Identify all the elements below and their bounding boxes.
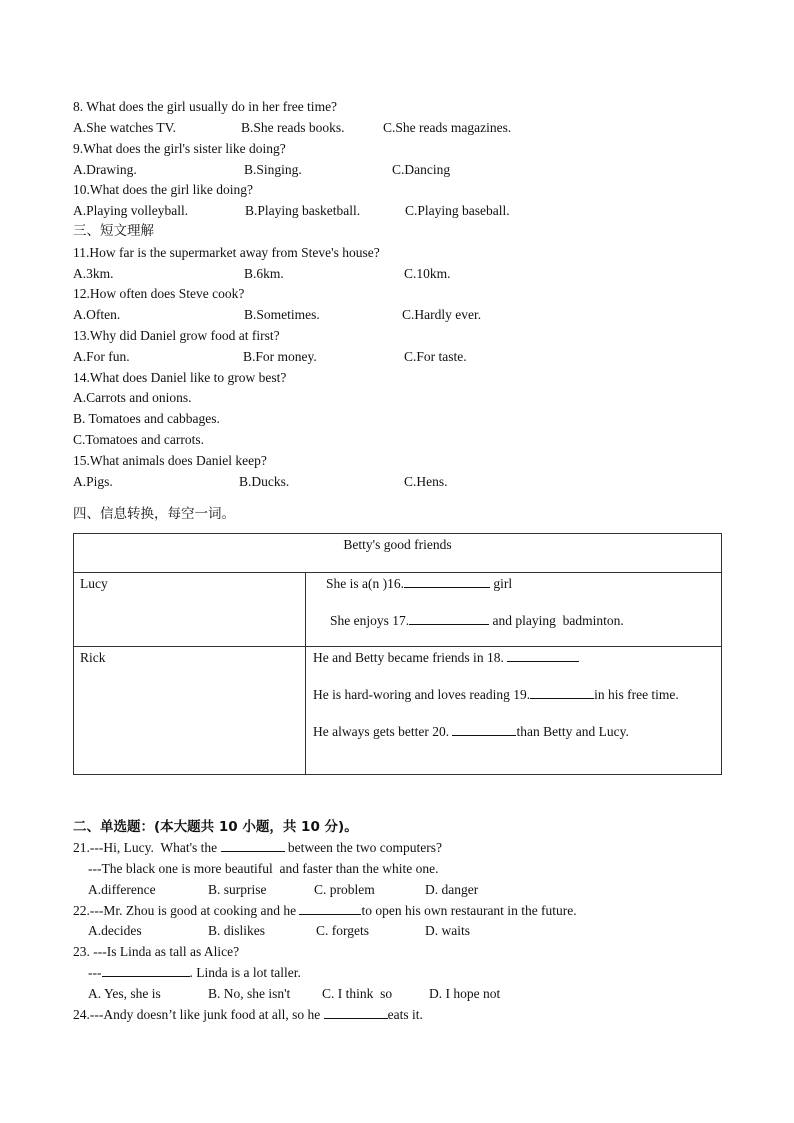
option: B. surprise: [208, 882, 267, 897]
text: in his free time.: [594, 687, 679, 702]
text: He is hard-woring and loves reading 19.: [313, 687, 531, 702]
option: A.Drawing.: [73, 162, 137, 177]
option: B.Singing.: [244, 162, 302, 177]
question-8: 8. What does the girl usually do in her free time?: [73, 99, 338, 114]
text: 21.---Hi, Lucy. What's the: [73, 840, 221, 855]
question-14: 14.What does Daniel like to grow best?: [73, 370, 287, 385]
option: C.Tomatoes and carrots.: [73, 432, 205, 447]
option: B.Sometimes.: [244, 307, 320, 322]
text: to open his own restaurant in the future.: [361, 903, 577, 918]
option: B.Ducks.: [239, 474, 290, 489]
text: girl: [490, 576, 513, 591]
option: A.decides: [88, 923, 142, 938]
option: C.Hens.: [404, 474, 448, 489]
table-row-name: [74, 647, 306, 775]
table-line: [313, 723, 691, 741]
question-9: 9.What does the girl's sister like doing?: [73, 141, 286, 156]
table-title-text: Betty's good friends: [343, 537, 452, 552]
question-24: [73, 1006, 423, 1024]
text: He always gets better 20.: [313, 724, 453, 739]
text: than Betty and Lucy.: [516, 724, 629, 739]
question-15: 15.What animals does Daniel keep?: [73, 453, 267, 468]
question-12: 12.How often does Steve cook?: [73, 286, 245, 301]
text: . Linda is a lot taller.: [189, 965, 301, 980]
text: between the two computers?: [284, 840, 442, 855]
text: ---: [88, 965, 102, 980]
option: C.For taste.: [404, 349, 467, 364]
table-row-name: [74, 573, 306, 647]
reply-23: [88, 964, 301, 982]
text: She is a(n )16.: [326, 576, 404, 591]
table-row-content: [306, 647, 722, 775]
option: A.She watches TV.: [73, 120, 176, 135]
text: eats it.: [387, 1007, 423, 1022]
table-title: [74, 534, 722, 573]
name-rick: Rick: [80, 650, 106, 665]
name-lucy: Lucy: [80, 576, 108, 591]
blank-19[interactable]: [530, 686, 594, 699]
question-10: 10.What does the girl like doing?: [73, 182, 253, 197]
option: A.For fun.: [73, 349, 130, 364]
option: A.Often.: [73, 307, 121, 322]
blank-23[interactable]: [102, 964, 190, 977]
option: C.Playing baseball.: [405, 203, 510, 218]
blank-18[interactable]: [507, 649, 579, 662]
reply-21: ---The black one is more beautiful and faster than the white one.: [88, 861, 439, 876]
info-table: [73, 533, 722, 775]
option: D. waits: [425, 923, 470, 938]
text: 24.---Andy doesn’t like junk food at all, so he: [73, 1007, 324, 1022]
option: A.Pigs.: [73, 474, 113, 489]
question-22: [73, 902, 577, 920]
question-23: 23. ---Is Linda as tall as Alice?: [73, 944, 240, 959]
table-line: [313, 686, 691, 704]
option: B.She reads books.: [241, 120, 345, 135]
section-4-heading: 四、信息转换，每空一词。: [73, 506, 235, 522]
option: C.Dancing: [392, 162, 451, 177]
option: B.For money.: [243, 349, 317, 364]
option: B. Tomatoes and cabbages.: [73, 411, 220, 426]
table-row-content: [306, 573, 722, 647]
option: C.10km.: [404, 266, 451, 281]
option: A.3km.: [73, 266, 114, 281]
text: 22.---Mr. Zhou is good at cooking and he: [73, 903, 300, 918]
option: C. forgets: [316, 923, 369, 938]
blank-21[interactable]: [221, 839, 285, 852]
blank-17[interactable]: [409, 612, 489, 625]
table-line: [326, 612, 713, 630]
option: D. I hope not: [429, 986, 501, 1001]
option: C. problem: [314, 882, 375, 897]
blank-16[interactable]: [404, 575, 490, 588]
option: A. Yes, she is: [88, 986, 161, 1001]
option: C.She reads magazines.: [383, 120, 512, 135]
blank-24[interactable]: [324, 1006, 388, 1019]
option: B. No, she isn't: [208, 986, 291, 1001]
option: C. I think so: [322, 986, 393, 1001]
question-21: [73, 839, 442, 857]
blank-20[interactable]: [452, 723, 516, 736]
question-13: 13.Why did Daniel grow food at first?: [73, 328, 280, 343]
question-11: 11.How far is the supermarket away from Steve's house?: [73, 245, 380, 260]
section-3-heading: 三、短文理解: [73, 223, 154, 239]
option: A.difference: [88, 882, 156, 897]
blank-22[interactable]: [299, 902, 361, 915]
option: C.Hardly ever.: [402, 307, 482, 322]
option: A.Playing volleyball.: [73, 203, 189, 218]
option: B.6km.: [244, 266, 284, 281]
text: She enjoys 17.: [330, 613, 410, 628]
table-line: [313, 649, 691, 667]
text: He and Betty became friends in 18.: [313, 650, 508, 665]
text: and playing badminton.: [489, 613, 624, 628]
option: B. dislikes: [208, 923, 266, 938]
table-line: [326, 575, 713, 593]
option: A.Carrots and onions.: [73, 390, 192, 405]
section-2-heading: 二、单选题：(本大题共 10 小题，共 10 分)。: [73, 819, 358, 835]
option: B.Playing basketball.: [245, 203, 361, 218]
option: D. danger: [425, 882, 479, 897]
